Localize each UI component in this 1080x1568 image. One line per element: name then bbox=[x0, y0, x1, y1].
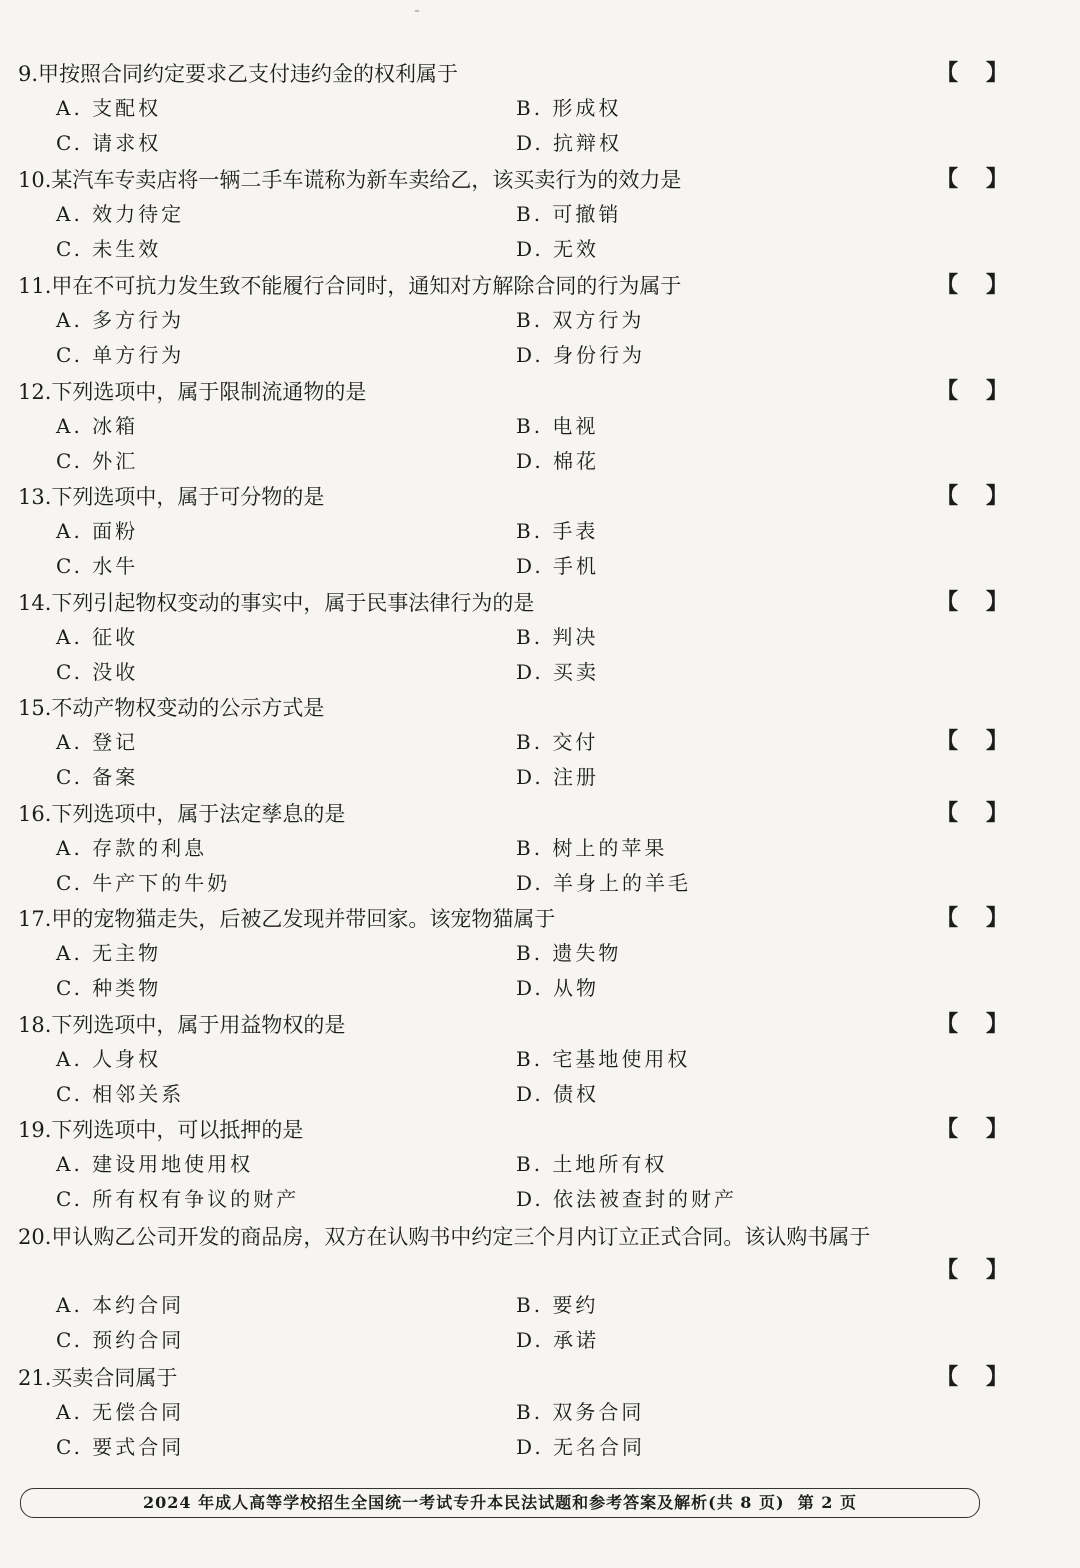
option-d: D. 手机 bbox=[516, 554, 600, 578]
question-text: 下列引起物权变动的事实中，属于民事法律行为的是 bbox=[51, 591, 535, 615]
option-b: B. 遗失物 bbox=[516, 941, 622, 965]
option-b: B. 电视 bbox=[516, 414, 599, 438]
question-10 bbox=[18, 163, 1008, 267]
option-b: B. 形成权 bbox=[516, 96, 622, 120]
question-11 bbox=[18, 269, 1008, 373]
option-a: A. 效力待定 bbox=[56, 202, 185, 226]
question-12 bbox=[18, 375, 1008, 479]
question-number: 19. bbox=[18, 1118, 52, 1142]
question-number: 13. bbox=[18, 485, 52, 509]
option-c: C. 未生效 bbox=[56, 237, 162, 261]
question-text: 下列选项中，属于法定孳息的是 bbox=[51, 802, 346, 826]
question-number: 21. bbox=[18, 1366, 52, 1390]
option-c: C. 单方行为 bbox=[56, 343, 185, 367]
option-d: D. 债权 bbox=[516, 1082, 600, 1106]
option-b: B. 手表 bbox=[516, 519, 599, 543]
question-stem bbox=[18, 163, 1008, 197]
question-text: 买卖合同属于 bbox=[51, 1366, 178, 1390]
option-b: B. 交付 bbox=[516, 730, 599, 754]
option-a: A. 无主物 bbox=[56, 941, 162, 965]
option-c: C. 请求权 bbox=[56, 131, 162, 155]
option-c: C. 相邻关系 bbox=[56, 1082, 185, 1106]
answer-bracket: 【 】 bbox=[936, 484, 1008, 509]
option-c: C. 外汇 bbox=[56, 449, 139, 473]
answer-bracket: 【 】 bbox=[936, 1117, 1008, 1142]
option-b: B. 双方行为 bbox=[516, 308, 645, 332]
option-d: D. 承诺 bbox=[516, 1328, 600, 1352]
question-15 bbox=[18, 691, 1008, 795]
question-text: 下列选项中，属于限制流通物的是 bbox=[51, 380, 367, 404]
option-c: C. 所有权有争议的财产 bbox=[56, 1187, 300, 1211]
option-c: C. 种类物 bbox=[56, 976, 162, 1000]
option-a: A. 存款的利息 bbox=[56, 836, 208, 860]
option-d: D. 无名合同 bbox=[516, 1435, 646, 1459]
question-stem bbox=[18, 269, 1008, 303]
option-a: A. 人身权 bbox=[56, 1047, 162, 1071]
question-13 bbox=[18, 480, 1008, 584]
answer-bracket: 【 】 bbox=[936, 379, 1008, 404]
question-14 bbox=[18, 586, 1008, 690]
answer-bracket: 【 】 bbox=[936, 801, 1008, 826]
page-number: 第 2 页 bbox=[797, 1493, 857, 1512]
question-number: 15. bbox=[18, 696, 52, 720]
question-stem bbox=[18, 480, 1008, 514]
option-d: D. 从物 bbox=[516, 976, 600, 1000]
option-b: B. 树上的苹果 bbox=[516, 836, 668, 860]
answer-bracket: 【 】 bbox=[936, 61, 1008, 86]
question-stem bbox=[18, 375, 1008, 409]
option-d: D. 抗辩权 bbox=[516, 131, 623, 155]
question-number: 17. bbox=[18, 907, 52, 931]
question-number: 11. bbox=[18, 274, 52, 298]
question-20 bbox=[18, 1220, 1008, 1358]
question-19 bbox=[18, 1113, 1008, 1217]
question-stem bbox=[18, 1361, 1008, 1395]
option-d: D. 买卖 bbox=[516, 660, 600, 684]
answer-bracket: 【 】 bbox=[936, 1258, 1008, 1283]
question-number: 14. bbox=[18, 591, 52, 615]
option-a: A. 建设用地使用权 bbox=[56, 1152, 254, 1176]
question-text: 某汽车专卖店将一辆二手车谎称为新车卖给乙，该买卖行为的效力是 bbox=[51, 168, 682, 192]
option-b: B. 宅基地使用权 bbox=[516, 1047, 691, 1071]
question-number: 20. bbox=[18, 1225, 52, 1249]
option-b: B. 双务合同 bbox=[516, 1400, 645, 1424]
option-a: A. 征收 bbox=[56, 625, 139, 649]
question-number: 12. bbox=[18, 380, 52, 404]
option-a: A. 冰箱 bbox=[56, 414, 139, 438]
option-d: D. 棉花 bbox=[516, 449, 600, 473]
question-text: 甲认购乙公司开发的商品房，双方在认购书中约定三个月内订立正式合同。该认购书属于 bbox=[51, 1225, 871, 1249]
question-16 bbox=[18, 797, 1008, 901]
answer-bracket: 【 】 bbox=[936, 167, 1008, 192]
question-9 bbox=[18, 57, 1008, 161]
option-b: B. 判决 bbox=[516, 625, 599, 649]
question-stem bbox=[18, 586, 1008, 620]
question-stem bbox=[18, 1113, 1008, 1147]
option-a: A. 面粉 bbox=[56, 519, 139, 543]
answer-bracket: 【 】 bbox=[936, 1365, 1008, 1390]
option-d: D. 身份行为 bbox=[516, 343, 646, 367]
question-17 bbox=[18, 902, 1008, 1006]
question-21 bbox=[18, 1361, 1008, 1465]
question-stem bbox=[18, 1220, 1008, 1283]
option-a: A. 无偿合同 bbox=[56, 1400, 185, 1424]
question-text: 下列选项中，属于用益物权的是 bbox=[51, 1013, 346, 1037]
option-c: C. 备案 bbox=[56, 765, 139, 789]
option-b: B. 土地所有权 bbox=[516, 1152, 668, 1176]
answer-bracket: 【 】 bbox=[936, 906, 1008, 931]
option-a: A. 本约合同 bbox=[56, 1293, 185, 1317]
option-c: C. 没收 bbox=[56, 660, 139, 684]
answer-bracket: 【 】 bbox=[936, 729, 1008, 754]
option-a: A. 多方行为 bbox=[56, 308, 185, 332]
footer-title: 2024 年成人高等学校招生全国统一考试专升本民法试题和参考答案及解析(共 8 页) bbox=[143, 1493, 785, 1512]
question-number: 16. bbox=[18, 802, 52, 826]
question-18 bbox=[18, 1008, 1008, 1112]
option-b: B. 要约 bbox=[516, 1293, 599, 1317]
option-c: C. 水牛 bbox=[56, 554, 139, 578]
option-d: D. 羊身上的羊毛 bbox=[516, 871, 692, 895]
option-d: D. 注册 bbox=[516, 765, 600, 789]
answer-bracket: 【 】 bbox=[936, 1012, 1008, 1037]
question-text: 不动产物权变动的公示方式是 bbox=[51, 696, 325, 720]
question-text: 下列选项中，属于可分物的是 bbox=[51, 485, 325, 509]
question-text: 甲的宠物猫走失，后被乙发现并带回家。该宠物猫属于 bbox=[51, 907, 556, 931]
question-number: 10. bbox=[18, 168, 52, 192]
question-number: 9. bbox=[18, 62, 39, 86]
option-a: A. 登记 bbox=[56, 730, 139, 754]
option-c: C. 要式合同 bbox=[56, 1435, 185, 1459]
question-stem bbox=[18, 797, 1008, 831]
option-b: B. 可撤销 bbox=[516, 202, 622, 226]
paper-mark bbox=[415, 10, 419, 12]
question-text: 甲按照合同约定要求乙支付违约金的权利属于 bbox=[38, 62, 459, 86]
question-stem bbox=[18, 1008, 1008, 1042]
answer-bracket: 【 】 bbox=[936, 273, 1008, 298]
answer-bracket: 【 】 bbox=[936, 590, 1008, 615]
option-d: D. 依法被查封的财产 bbox=[516, 1187, 738, 1211]
option-d: D. 无效 bbox=[516, 237, 600, 261]
question-number: 18. bbox=[18, 1013, 52, 1037]
option-c: C. 预约合同 bbox=[56, 1328, 185, 1352]
option-c: C. 牛产下的牛奶 bbox=[56, 871, 231, 895]
page-footer bbox=[20, 1488, 980, 1518]
question-text: 下列选项中，可以抵押的是 bbox=[51, 1118, 304, 1142]
question-stem bbox=[18, 902, 1008, 936]
question-stem bbox=[18, 57, 1008, 91]
option-a: A. 支配权 bbox=[56, 96, 162, 120]
question-text: 甲在不可抗力发生致不能履行合同时，通知对方解除合同的行为属于 bbox=[51, 274, 682, 298]
